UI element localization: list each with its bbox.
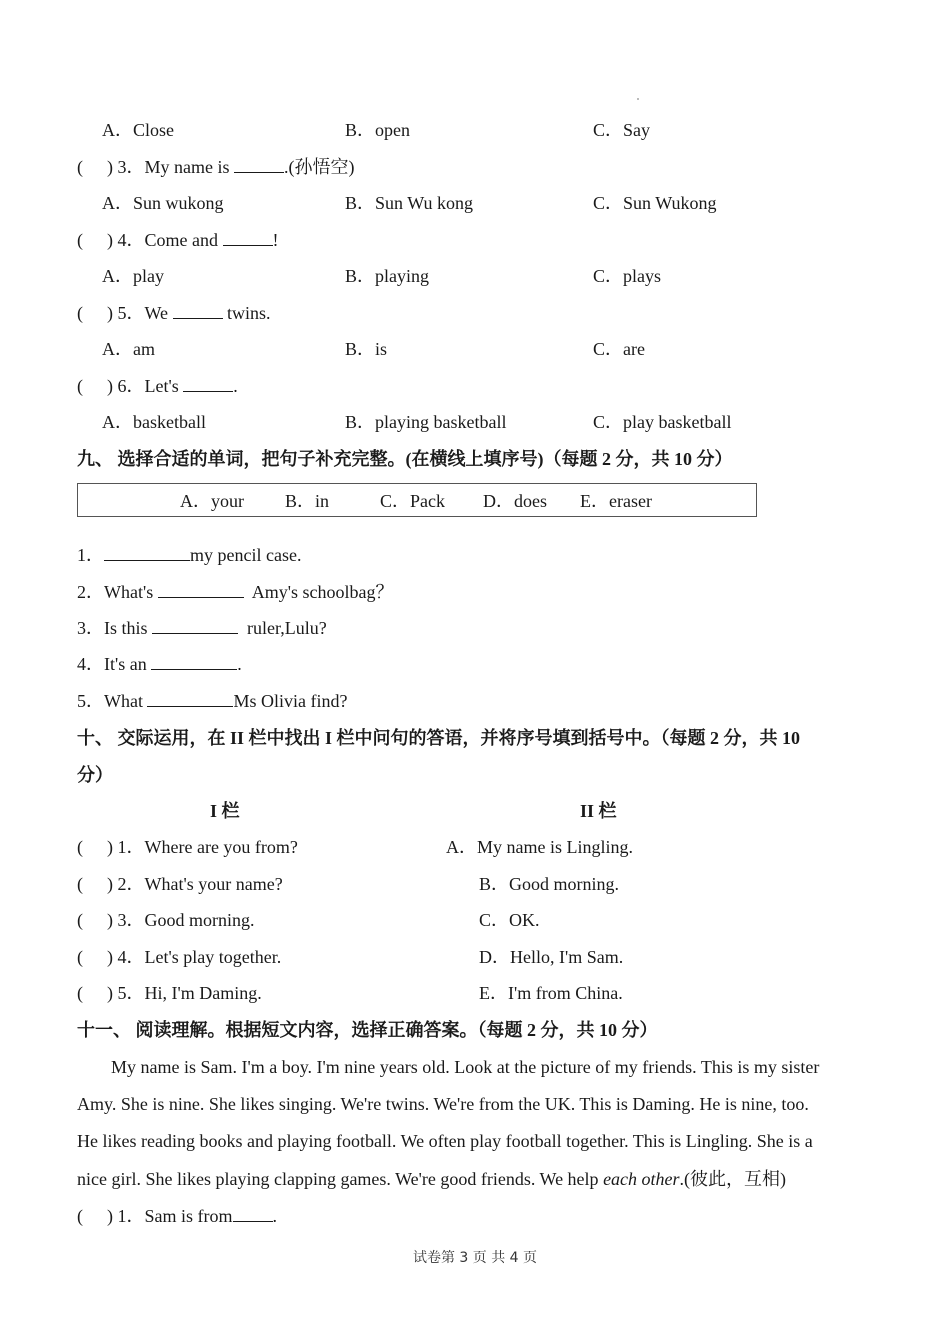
q10-title-line1: 十、 交际运用，在 II 栏中找出 I 栏中问句的答语，并将序号填到括号中。（每题 2 分，共 10 — [77, 728, 801, 748]
q9-item-3: 3．Is this ruler,Lulu? — [77, 618, 327, 638]
page-footer: 试卷第 3 页 共 4 页 — [412, 1250, 538, 1266]
q8-5-option-a: A．am — [102, 339, 155, 359]
q8-4-option-b: B．playing — [345, 266, 429, 286]
word-bank-c: C．Pack — [380, 491, 445, 511]
q8-6-stem: ( ) 6．Let's . — [77, 376, 238, 396]
answer-bracket[interactable]: ( — [77, 376, 83, 396]
answer-bracket[interactable]: ( — [77, 303, 83, 323]
col1-header: I 栏 — [210, 801, 240, 821]
q11-title: 十一、 阅读理解。根据短文内容，选择正确答案。（每题 2 分，共 10 分） — [77, 1020, 658, 1040]
q11-1-stem: ( ) 1．Sam is from . — [77, 1206, 277, 1226]
q10-col1-item-3: ( ) 3．Good morning. — [77, 910, 255, 930]
q9-title: 九、 选择合适的单词，把句子补充完整。(在横线上填序号)（每题 2 分，共 10 分） — [77, 449, 733, 469]
q10-col2-item-c: C．OK. — [479, 910, 540, 930]
q8-3-option-c: C．Sun Wukong — [593, 193, 717, 213]
answer-bracket[interactable]: ( — [77, 874, 83, 894]
q10-col2-item-e: E．I'm from China. — [479, 983, 623, 1003]
q8-4-option-a: A．play — [102, 266, 164, 286]
answer-bracket[interactable]: ( — [77, 837, 83, 857]
q9-item-1: 1． my pencil case. — [77, 545, 302, 565]
answer-bracket[interactable]: ( — [77, 983, 83, 1003]
word-bank-a: A．your — [180, 491, 244, 511]
q8-2-option-b: B．open — [345, 120, 410, 140]
fill-blank[interactable] — [183, 375, 233, 392]
answer-bracket[interactable]: ( — [77, 230, 83, 250]
answer-bracket[interactable]: ( — [77, 910, 83, 930]
q8-5-option-c: C．are — [593, 339, 645, 359]
q8-3-option-b: B．Sun Wu kong — [345, 193, 473, 213]
word-bank-box — [77, 483, 757, 517]
col2-header: II 栏 — [580, 801, 617, 821]
passage-line-2: Amy. She is nine. She likes singing. We're twins. We're from the UK. This is Daming. He is nine, too. — [77, 1094, 809, 1114]
passage-line-3: He likes reading books and playing football. We often play football together. This is Lingling. She is a — [77, 1131, 813, 1151]
q10-col2-item-a: A．My name is Lingling. — [446, 837, 633, 857]
answer-bracket[interactable]: ( — [77, 157, 83, 177]
q9-item-4: 4．It's an . — [77, 654, 242, 674]
q10-col1-item-1: ( ) 1．Where are you from? — [77, 837, 298, 857]
q8-6-option-a: A．basketball — [102, 412, 206, 432]
fill-blank[interactable] — [233, 1205, 273, 1222]
q8-5-option-b: B．is — [345, 339, 388, 359]
passage-line-4: nice girl. She likes playing clapping games. We're good friends. We help each other.(彼此，互相) — [77, 1169, 787, 1189]
q10-col2-item-b: B．Good morning. — [479, 874, 620, 894]
q8-3-option-a: A．Sun wukong — [102, 193, 224, 213]
q8-6-option-b: B．playing basketball — [345, 412, 507, 432]
q10-title-line2: 分） — [77, 765, 113, 785]
fill-blank[interactable] — [173, 302, 223, 319]
word-bank-b: B．in — [285, 491, 330, 511]
q8-6-option-c: C．play basketball — [593, 412, 732, 432]
word-bank-e: E．eraser — [580, 491, 652, 511]
q10-col2-item-d: D．Hello, I'm Sam. — [479, 947, 624, 967]
q8-4-stem: ( ) 4．Come and ! — [77, 230, 279, 250]
q8-4-option-c: C．plays — [593, 266, 662, 286]
q10-col1-item-5: ( ) 5．Hi, I'm Daming. — [77, 983, 262, 1003]
q9-item-5: 5．What Ms Olivia find? — [77, 691, 348, 711]
fill-blank[interactable] — [147, 690, 233, 707]
q8-5-stem: ( ) 5．We twins. — [77, 303, 271, 323]
answer-bracket[interactable]: ( — [77, 947, 83, 967]
q8-2-option-c: C．Say — [593, 120, 651, 140]
word-bank-d: D．does — [483, 491, 547, 511]
q9-item-2: 2．What's Amy's schoolbag？ — [77, 582, 394, 602]
q8-2-option-a: A．Close — [102, 120, 174, 140]
fill-blank[interactable] — [223, 229, 273, 246]
fill-blank[interactable] — [158, 581, 244, 598]
q8-3-stem: ( ) 3．My name is .(孙悟空) — [77, 157, 355, 177]
fill-blank[interactable] — [152, 617, 238, 634]
q10-col1-item-2: ( ) 2．What's your name? — [77, 874, 283, 894]
fill-blank[interactable] — [104, 544, 190, 561]
answer-bracket[interactable]: ( — [77, 1206, 83, 1226]
q10-col1-item-4: ( ) 4．Let's play together. — [77, 947, 282, 967]
fill-blank[interactable] — [234, 156, 284, 173]
passage-line-1: My name is Sam. I'm a boy. I'm nine years old. Look at the picture of my friends. This is my sister — [111, 1057, 820, 1077]
stray-dot — [637, 98, 639, 100]
fill-blank[interactable] — [151, 653, 237, 670]
